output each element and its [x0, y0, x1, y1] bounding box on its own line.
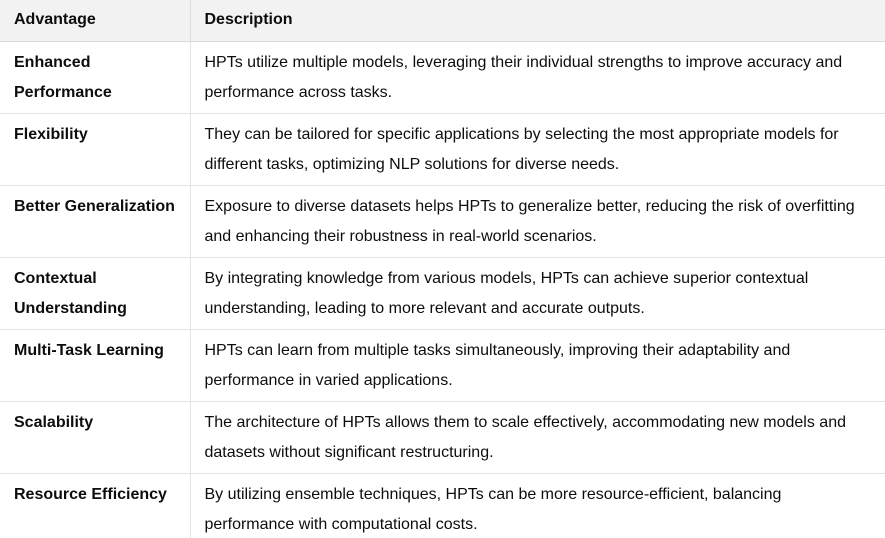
description-cell: They can be tailored for specific applications by selecting the most appropriate models for different tasks, optimizing NLP solutions for diverse needs. [190, 113, 885, 185]
header-description: Description [190, 0, 885, 41]
table-row [0, 257, 885, 329]
description-cell: HPTs can learn from multiple tasks simultaneously, improving their adaptability and performance in varied applications. [190, 329, 885, 401]
table-row [0, 113, 885, 185]
advantage-cell: Better Generalization [0, 185, 190, 257]
header-row [0, 0, 885, 41]
advantage-cell: Scalability [0, 401, 190, 473]
description-cell: By integrating knowledge from various models, HPTs can achieve superior contextual understanding, leading to more relevant and accurate outputs. [190, 257, 885, 329]
description-cell: Exposure to diverse datasets helps HPTs to generalize better, reducing the risk of overfitting and enhancing their robustness in real-world scenarios. [190, 185, 885, 257]
advantage-cell: Contextual Understanding [0, 257, 190, 329]
table-row [0, 329, 885, 401]
table-row [0, 41, 885, 113]
description-cell: By utilizing ensemble techniques, HPTs can be more resource-efficient, balancing performance with computational costs. [190, 473, 885, 538]
advantage-cell: Multi-Task Learning [0, 329, 190, 401]
table-row [0, 401, 885, 473]
description-cell: The architecture of HPTs allows them to scale effectively, accommodating new models and datasets without significant restructuring. [190, 401, 885, 473]
table-header [0, 0, 885, 41]
table-row [0, 473, 885, 538]
header-advantage: Advantage [0, 0, 190, 41]
advantage-cell: Flexibility [0, 113, 190, 185]
advantage-cell: Enhanced Performance [0, 41, 190, 113]
description-cell: HPTs utilize multiple models, leveraging their individual strengths to improve accuracy and performance across tasks. [190, 41, 885, 113]
advantage-cell: Resource Efficiency [14, 485, 167, 503]
table-row [0, 185, 885, 257]
table-body [0, 41, 885, 538]
